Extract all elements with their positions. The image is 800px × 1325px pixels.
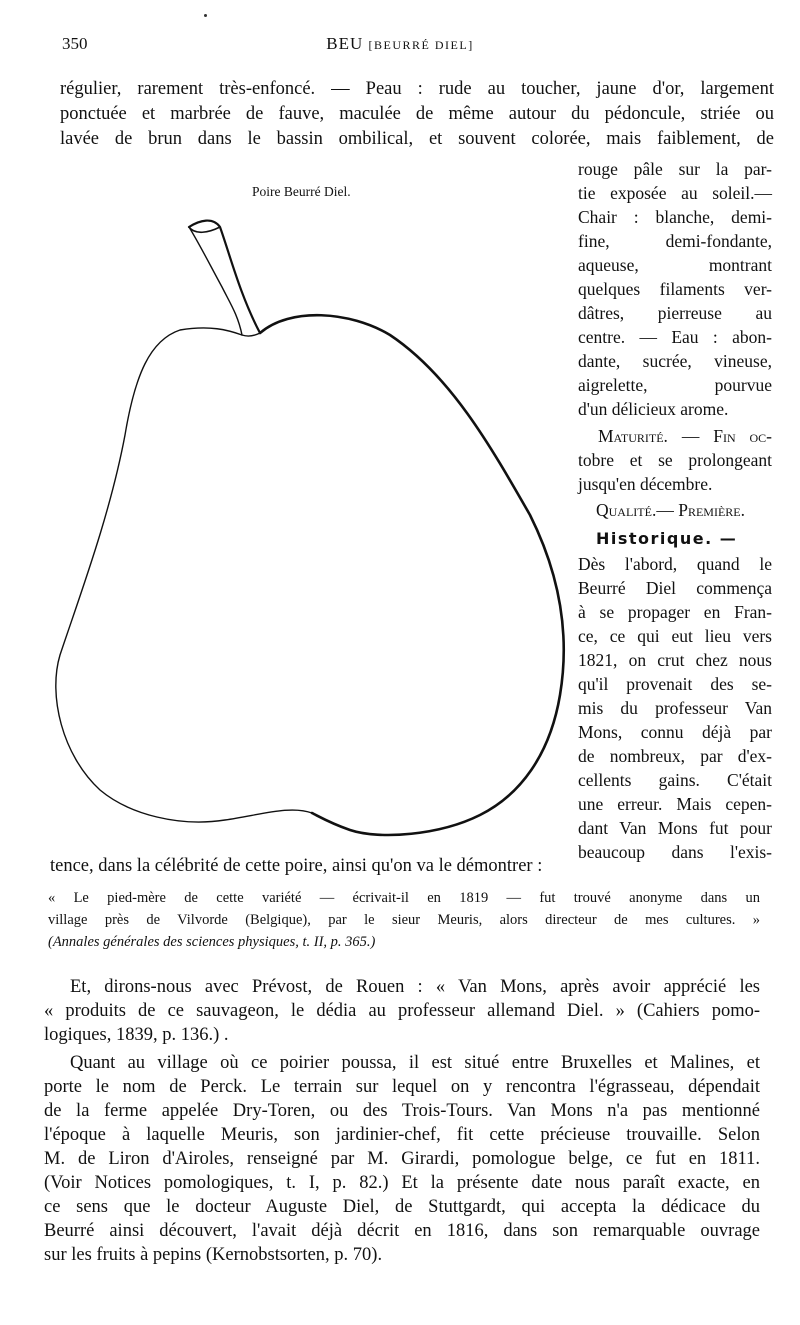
- running-head: [0, 34, 800, 54]
- text-line: Qualité.— Première.: [596, 500, 745, 520]
- text-line: tie exposée au soleil.—: [578, 183, 772, 203]
- text-line: mis du professeur Van: [578, 698, 772, 718]
- text-line: dante, sucrée, vineuse,: [578, 351, 772, 371]
- text-line: rouge pâle sur la par-: [578, 159, 772, 179]
- text-line: 1821, on crut chez nous: [578, 650, 772, 670]
- text-line: fine, demi-fondante,: [578, 231, 772, 251]
- running-head-title: BEU: [326, 34, 364, 53]
- quote-line: « Le pied-mère de cette variété — écrivait-il en 1819 — fut trouvé anonyme dans un: [48, 890, 760, 906]
- text-line: Quant au village où ce poirier poussa, il est situé entre Bruxelles et Malines, et: [70, 1053, 760, 1073]
- text-line: Beurré ainsi découvert, l'avait déjà décrit en 1816, dans son remarquable ouvrage: [44, 1221, 760, 1241]
- text-line: lavée de brun dans le bassin ombilical, et souvent colorée, mais faiblement, de: [60, 129, 774, 149]
- text-line: tobre et se prolongeant: [578, 450, 772, 470]
- text-line: Maturité. — Fin oc-: [598, 426, 772, 446]
- text-line: Beurré Diel commença: [578, 578, 772, 598]
- text-line: sur les fruits à pepins (Kernobstsorten, p. 70).: [44, 1245, 383, 1265]
- text-line: ce sens que le docteur Auguste Diel, de Stuttgardt, qui accepta la dédicace du: [44, 1197, 760, 1217]
- section-heading: [596, 527, 772, 550]
- text-line: une erreur. Mais cepen-: [578, 794, 772, 814]
- text-line: Chair : blanche, demi-: [578, 207, 772, 227]
- text-line: ponctuée et marbrée de fauve, maculée de même autour du pédoncule, striée ou: [60, 104, 774, 124]
- quote-citation: (Annales générales des sciences physiques, t. II, p. 365.): [48, 934, 376, 950]
- text-line: jusqu'en décembre.: [578, 474, 713, 494]
- text-line: Et, dirons-nous avec Prévost, de Rouen : « Van Mons, après avoir apprécié les: [70, 977, 760, 997]
- historique-heading: Historique. —: [596, 529, 738, 548]
- text-line: de nombreux, par d'ex-: [578, 746, 772, 766]
- text-line: Dès l'abord, quand le: [578, 554, 772, 574]
- text-line: l'époque à laquelle Meuris, son jardinier-chef, fit cette précieuse trouvaille. Selon: [44, 1125, 760, 1145]
- text-line: ce, ce qui eut lieu vers: [578, 626, 772, 646]
- text-line: à se propager en Fran-: [578, 602, 772, 622]
- text-line: régulier, rarement très-enfoncé. — Peau : rude au toucher, jaune d'or, largement: [60, 79, 774, 99]
- text-line: (Voir Notices pomologiques, t. I, p. 82.) Et la présente date nous paraît exacte, en: [44, 1173, 760, 1193]
- text-line: de la ferme appelée Dry-Toren, ou des Trois-Tours. Van Mons n'a pas mentionné: [44, 1101, 760, 1121]
- text-line: quelques filaments ver-: [578, 279, 772, 299]
- figure-caption: Poire Beurré Diel.: [252, 184, 351, 199]
- text-line: logiques, 1839, p. 136.) .: [44, 1025, 229, 1045]
- text-line: beaucoup dans l'exis-: [578, 842, 772, 862]
- quote-line: village près de Vilvorde (Belgique), par le sieur Meuris, alors directeur de mes cultures. »: [48, 912, 760, 928]
- text-line: « produits de ce sauvageon, le dédia au professeur allemand Diel. » (Cahiers pomo-: [44, 1001, 760, 1021]
- text-line: tence, dans la célébrité de cette poire, ainsi qu'on va le démontrer :: [50, 856, 543, 876]
- ink-speck: [204, 14, 207, 17]
- text-line: d'un délicieux arome.: [578, 399, 729, 419]
- text-line: cellents gains. C'était: [578, 770, 772, 790]
- text-line: centre. — Eau : abon-: [578, 327, 772, 347]
- page-number: 350: [62, 34, 88, 53]
- text-line: Mons, connu déjà par: [578, 722, 772, 742]
- text-line: aigrelette, pourvue: [578, 375, 772, 395]
- text-line: qu'il provenait des se-: [578, 674, 772, 694]
- text-line: M. de Liron d'Airoles, renseigné par M. Girardi, pomologue belge, ce fut en 1811.: [44, 1149, 760, 1169]
- pear-illustration: [50, 215, 570, 845]
- text-line: dant Van Mons fut pour: [578, 818, 772, 838]
- text-line: aqueuse, montrant: [578, 255, 772, 275]
- text-line: dâtres, pierreuse au: [578, 303, 772, 323]
- running-head-subtitle: [BEURRÉ DIEL]: [368, 38, 474, 52]
- text-line: porte le nom de Perck. Le terrain sur lequel on y rencontra l'égrasseau, dépendait: [44, 1077, 760, 1097]
